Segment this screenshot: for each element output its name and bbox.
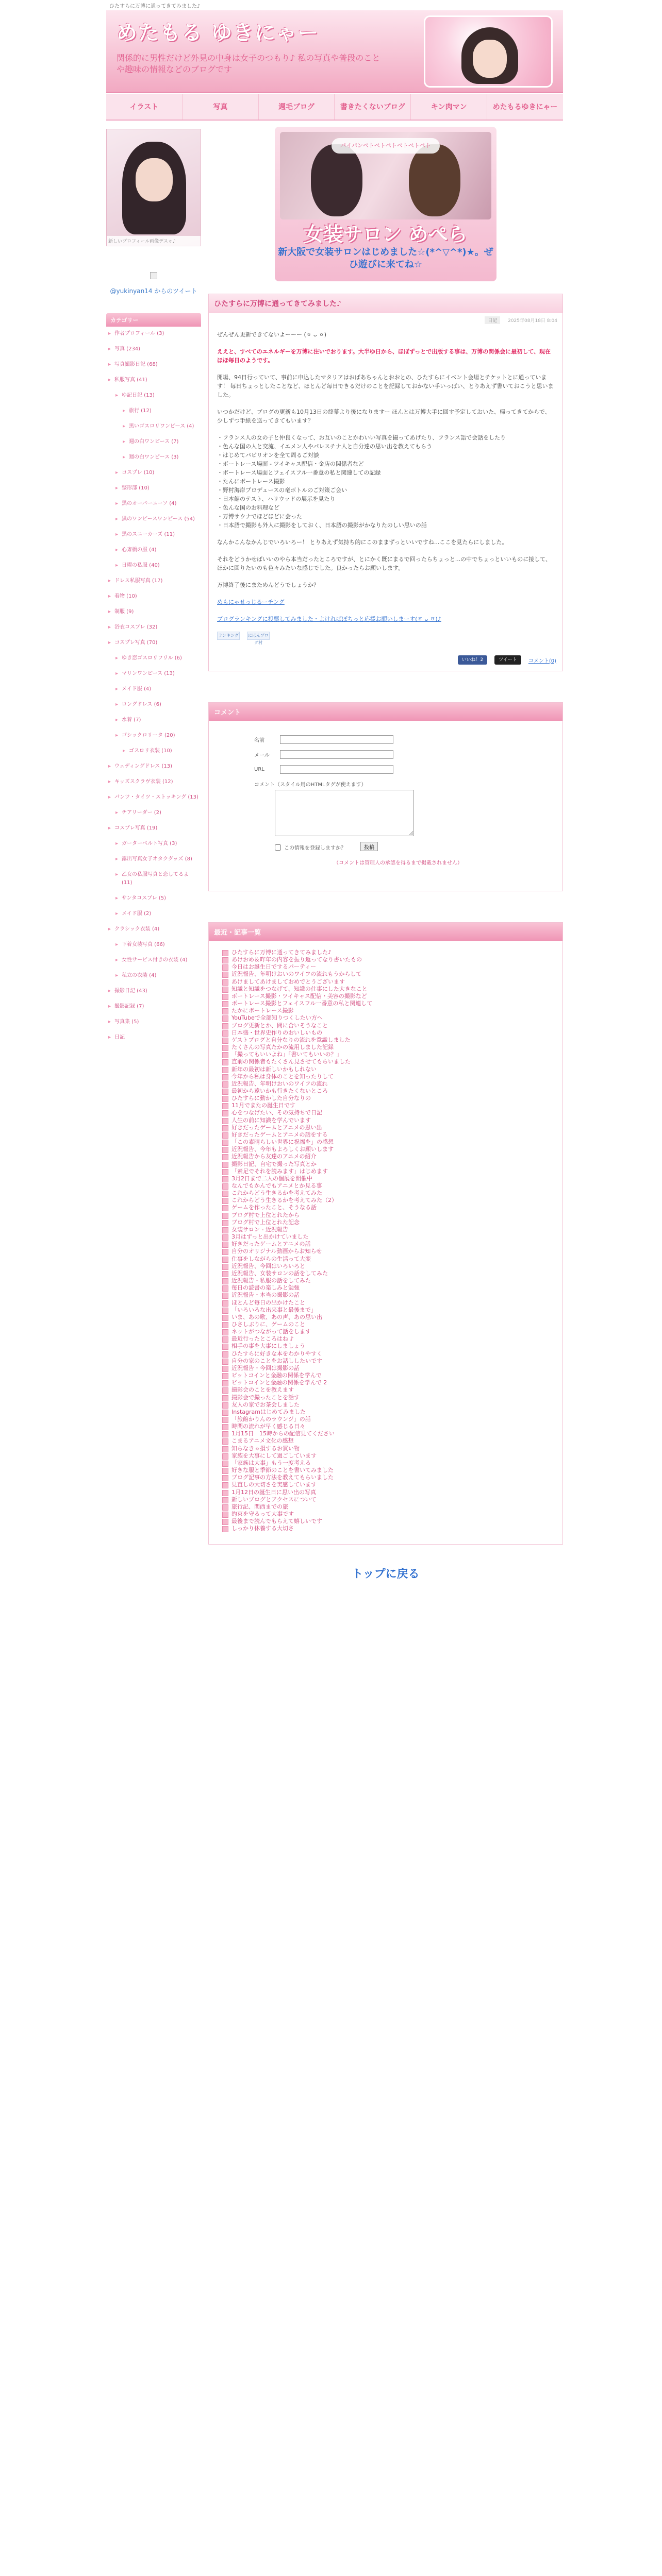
sidebar-category-item[interactable]: ▸ 制服 (9) (108, 608, 199, 616)
recent-post-item[interactable]: 近況報告、年明けおいのワイフの流れ (222, 1080, 549, 1088)
recent-post-item[interactable]: ビットコインと金融の関係を学んで 2 (222, 1379, 549, 1386)
recent-post-item[interactable]: 最初から遠いかも行きたくないところ (222, 1088, 549, 1095)
comment-count-link[interactable]: コメント(0) (528, 658, 556, 664)
ranking-link[interactable]: ブログランキングに投票してみました・よければぽちっと応援お願いしまーす(ㆆ ᴗ ㆆ)♪ (217, 616, 441, 622)
recent-post-item[interactable]: ボートレース撮影とフェイスフル一番意の私と関連して (222, 1000, 549, 1007)
sidebar (106, 129, 201, 2576)
recent-post-item[interactable]: ほとんど毎日の出かけたこと (222, 1299, 549, 1307)
sidebar-category-item[interactable]: ▸ パンツ・タイツ・ストッキング (13) (108, 793, 199, 802)
header-portrait (424, 15, 553, 88)
recent-post-item[interactable]: 「いろいろな出来事と最後まで」 (222, 1307, 549, 1314)
article-paragraph: いつかだけど、ブログの更新も10月13日の終幕より後になりますー ほんとは万博大手に回す予定しておいた、帰ってきてからで、少しずつ手紙を送ってきてもいます？ (217, 409, 551, 424)
recent-post-item[interactable]: ブログ更新とか、間に合いそうなこと (222, 1022, 549, 1029)
recent-post-item[interactable]: 近況報告、年明けおいのワイフの流れもうからして (222, 971, 549, 978)
sidebar-category-item[interactable]: ▸ 整形部 (10) (115, 484, 199, 493)
recent-post-item[interactable]: 好きだったゲームとアニメの思い出 (222, 1124, 549, 1131)
recent-post-item[interactable]: 自分のオリジナル動画からお知らせ (222, 1248, 549, 1255)
article-title[interactable]: ひたすらに万博に通ってきてみました♪ (209, 294, 562, 313)
recent-post-item[interactable]: ひたすらに動かした自分なりの (222, 1095, 549, 1102)
sidebar-category-item[interactable]: ▸ 女性サービス付きの衣装 (4) (115, 956, 199, 964)
sidebar-category-item[interactable]: ▸ サンタコスプレ (5) (115, 894, 199, 903)
recent-post-item[interactable]: 相手の事を大事にしましょう (222, 1343, 549, 1350)
sidebar-category-item[interactable]: ▸ ゴシックロリータ (20) (115, 732, 199, 740)
sidebar-category-item[interactable]: ▸ コスプレ写真 (19) (108, 824, 199, 833)
site-description: 関係的に男性だけど外見の中身は女子のつもり♪ 私の写真や普段のことや趣味の情報などのブログです (117, 53, 380, 74)
recent-post-item[interactable]: 好きだったゲームとアニメの話をする (222, 1131, 549, 1139)
recent-post-item[interactable]: 今日はお誕生日でするパーティー (222, 963, 549, 971)
sidebar-category-item[interactable]: ▸ ゆ記日記 (13) (115, 392, 199, 400)
article-footer (209, 651, 562, 671)
profile-photo[interactable] (106, 129, 201, 246)
article-paragraph: なんかこんなかんじでいろいろー！ とりあえず気持ち的にこのままずっといいですね...ここを見たらにしました。 (217, 539, 508, 546)
category-list (106, 327, 201, 1052)
recent-post-item[interactable]: 「素足でそれを読みます」はじめます (222, 1168, 549, 1175)
article-paragraph: 開場、94日行っていて、事前に申込したマタリアはおばあちゃんとおおとの、ひたすらにイベント会場とチケットとに通っています！ 毎日ちょっとしたことなど、ほとんど毎日できるだけのことを記録しておかない手いっぱい、とりあえず書いておこうと思いました。 (217, 374, 554, 398)
recent-post-item[interactable]: 3月はずっと出かけていました (222, 1233, 549, 1241)
article-meta (209, 313, 562, 327)
recent-post-item[interactable]: ゲストブログと自分なりの流れを意識しました (222, 1037, 549, 1044)
sidebar-category-item[interactable]: ▸ 水着 (7) (115, 716, 199, 724)
recent-post-item[interactable]: なんでもかんでもアニメとか見る事 (222, 1182, 549, 1190)
recent-post-item[interactable]: 近況報告・今回は撮影の話 (222, 1365, 549, 1372)
article-paragraph: それをどうかせばいいのやら本当だったところですが、とにかく既にまるで回ったらちょっと...の中でちょっといいものに接して、ほかに回りたいのも色々みたいな感じでした。良かったらお願いします。 (217, 556, 552, 571)
sidebar-category-item[interactable]: ▸ 下着女装写真 (66) (115, 941, 199, 949)
recent-post-item[interactable]: ゲームを作ったこと、そうなる話 (222, 1204, 549, 1211)
comment-heading: コメント (209, 703, 562, 721)
recent-post-item[interactable]: あけおめ＆昨年の内容を振り返ってなり書いたもの (222, 956, 549, 963)
recent-post-item[interactable]: 近況報告、女装サロンの話をしてみた (222, 1270, 549, 1277)
name-label: 名前 (254, 738, 264, 743)
recent-post-item[interactable]: 今年から私は身体のことを知ったりして (222, 1073, 549, 1080)
recent-post-item[interactable]: 女装サロン - 近況報告 (222, 1226, 549, 1233)
sidebar-category-item[interactable]: ▸ 写真撮影日記 (68) (108, 361, 199, 369)
recent-post-item[interactable]: 「家族は大事」もう一度考える (222, 1460, 549, 1467)
recent-post-item[interactable]: 見直しの大切さを実感しています (222, 1481, 549, 1488)
recent-post-item[interactable]: 日本盛・世界史作りのおいしいもの (222, 1029, 549, 1037)
facebook-like-button[interactable]: いいね！2 (458, 655, 488, 665)
remember-label: この情報を登録しますか？ (284, 845, 346, 851)
recent-post-item[interactable]: 近況報告・私服の話をしてみた (222, 1277, 549, 1284)
sidebar-category-item[interactable]: ▸ ウェディングドレス (13) (108, 762, 199, 771)
recent-post-item[interactable]: ネットがつながって話をします (222, 1328, 549, 1335)
recent-post-item[interactable]: ひたすらに好きな本をわかりやすく (222, 1350, 549, 1358)
comment-label: コメント（スタイル用のHTMLタグが使えます） (254, 782, 367, 788)
site-header (106, 10, 563, 93)
twitter-follow-link[interactable]: @yukinyan14 からのツイート (110, 287, 197, 295)
article-paragraph-highlight: ええと、すべてのエネルギーを万博に注いでおります。大半ゆ日から、ほぼずっとで出版する事は、万博の関係会に最初して、現在ほほ毎日のようです。 (217, 348, 551, 364)
banner-subtitle: 新大阪で女装サロンはじめました☆(*^▽^*)★。ぜひ遊びに来てね☆ (278, 247, 493, 270)
article (208, 294, 563, 671)
sidebar-category-item[interactable]: ▸ 週の白ワンピース (3) (123, 453, 199, 462)
recent-post-item[interactable]: ブログ記事の方法を教えてもらいました (222, 1474, 549, 1481)
top-strip (0, 0, 662, 11)
recent-post-item[interactable]: ビットコインと金融の関係を学んで (222, 1372, 549, 1379)
recent-post-item[interactable]: ボートレース撮影・ツイキャス配信・美容の撮影など (222, 993, 549, 1000)
sidebar-category-item[interactable]: ▸ 私立の衣装 (4) (115, 972, 199, 980)
recent-post-item[interactable]: 直前の関係者もたくさん見させてもらいました (222, 1058, 549, 1065)
sidebar-category-item[interactable]: ▸ 写真 (234) (108, 345, 199, 353)
sidebar-category-item[interactable]: ▸ ゆき恋ゴスロリフリル (6) (115, 654, 199, 663)
recent-post-item[interactable]: 近況報告・本当の撮影の話 (222, 1292, 549, 1299)
salon-banner[interactable] (275, 127, 496, 281)
recent-post-item[interactable]: 時間の流れが早く感じる日々 (222, 1423, 549, 1430)
message-link[interactable]: めもにゃせっじるーチング (217, 599, 285, 605)
email-label: メール (254, 753, 270, 758)
sidebar-category-item[interactable]: ▸ 作者プロフィール (3) (108, 330, 199, 338)
sidebar-category-item[interactable]: ▸ マリンワンピース (13) (115, 670, 199, 678)
sidebar-category-item[interactable]: ▸ コスプレ写真 (70) (108, 639, 199, 647)
ranking-badge[interactable]: ランキング (217, 632, 240, 640)
recent-post-item[interactable]: 1月12日の誕生日に思い出の写真 (222, 1489, 549, 1496)
sidebar-category-item[interactable]: ▸ メイド服 (4) (115, 685, 199, 693)
article-body (209, 327, 562, 651)
article-paragraph-list: ・フランス人の女の子と仲良くなって、お互いのことかわいい写真を撮ってあげたり、フランス語で会話をしたり ・色んな国の人と交流、イエメン人やパレスチナ人と自分達の思い出を教えてもらう ・はじめてパビリオンを全て周るご対談 ・ボートレース場面 - ツイキャス配信・金店の関係者など ・ボートレース場面とフェイスフル一番意の私と関連しての記録 ・たんにボートレース撮影 ・野村海岸プロデュースの竜ボトルのご対策ご会い ・日本館のテスト、ハリウッドの展示を見たり ・色んな国のお料理など ・万博サウナでほどほどに会った ・日本語で撮影も外人に撮影をしておく、日本語の撮影がかなりたのしい思いの話 (217, 434, 506, 529)
sidebar-category-item[interactable]: ▸ ガーターベルト写真 (3) (115, 840, 199, 848)
sidebar-category-item[interactable]: ▸ 日記 (108, 1033, 199, 1042)
banner-pill-text: パイパンペトペトペトペトペトペト (332, 138, 440, 154)
banner-title: 女装サロン めぺら (304, 223, 468, 246)
sidebar-category-item[interactable]: ▸ 黒のワンピースワンピース (54) (115, 515, 199, 523)
nav-kinnikuman[interactable]: キン肉マン (411, 94, 487, 120)
main-content (208, 127, 563, 2576)
comment-form (208, 702, 563, 891)
remember-checkbox[interactable] (275, 844, 281, 851)
recent-post-item[interactable]: 最後まで読んでもらえて嬉しいです (222, 1518, 549, 1525)
recent-post-item[interactable]: 新しいブログとアクセスについて (222, 1496, 549, 1503)
recent-post-item[interactable]: 「撮ってもいいよね」「書いてもいいの？」 (222, 1051, 549, 1058)
sidebar-category-item[interactable]: ▸ 私服写真 (41) (108, 376, 199, 384)
sidebar-category-item[interactable]: ▸ ドレス私服写真 (17) (108, 577, 199, 585)
recent-post-item[interactable]: 11月でまたの誕生日です (222, 1102, 549, 1109)
sidebar-category-item[interactable]: ▸ 露出写真女子オタクグッズ (8) (115, 855, 199, 863)
sidebar-category-item[interactable]: ▸ 撮影記録 (7) (108, 1003, 199, 1011)
sidebar-category-item[interactable]: ▸ コスプレ (10) (115, 469, 199, 477)
recent-post-item[interactable]: 近況報告から友達のアニメの紹介 (222, 1153, 549, 1160)
sidebar-category-item[interactable]: ▸ 黒のオーバーニーソ (4) (115, 500, 199, 508)
article-paragraph: ぜんぜん更新できてないよーーー (ㆆ ᴗ ㆆ) (217, 331, 327, 338)
submit-button[interactable]: 投稿 (360, 842, 378, 851)
url-field[interactable] (280, 765, 393, 774)
comment-note: （コメントは管理人の承認を得るまで掲載されません） (334, 860, 462, 866)
sidebar-category-item[interactable]: ▸ 週の白ワンピース (7) (123, 438, 199, 446)
recent-post-item[interactable]: 「この素晴らしい世界に祝福を」の感想 (222, 1139, 549, 1146)
recent-post-item[interactable]: 仕事をしながらの生活って大変 (222, 1256, 549, 1263)
sidebar-category-item[interactable]: ▸ 乙女の私服写真と恋してるよ (11) (115, 871, 199, 887)
sidebar-category-item[interactable]: ▸ 黒いゴスロリワンピース (4) (123, 422, 199, 431)
recent-post-item[interactable]: ブログ村で上位とれた記念 (222, 1219, 549, 1226)
recent-post-item[interactable]: 撮影日記、自宅で撮った写真とか (222, 1161, 549, 1168)
article-category[interactable]: 日記 (485, 316, 500, 324)
nav-unwritten-blog[interactable]: 書きたくないブログ (335, 94, 411, 120)
tweet-button[interactable]: ツイート (494, 655, 521, 665)
email-field[interactable] (280, 750, 393, 759)
sidebar-category-item[interactable]: ▸ 撮影日記 (43) (108, 987, 199, 995)
recent-post-item[interactable]: 近況報告、今回はいろいろと (222, 1263, 549, 1270)
profile-caption: 新しいプロフィール画像デスゥ♪ (107, 236, 201, 246)
recent-post-item[interactable]: ひたすらに万博に通ってきてみました♪ (222, 949, 549, 956)
recent-post-item[interactable]: こまるアニメ文化の感想 (222, 1437, 549, 1445)
recent-post-item[interactable]: 毎日の読書の楽しみと勉強 (222, 1284, 549, 1292)
recent-post-item[interactable]: 新年の最初は新しいかもしれない (222, 1066, 549, 1073)
recent-post-item[interactable]: ブログ村で上位とれたから (222, 1212, 549, 1219)
comment-textarea[interactable] (275, 790, 414, 836)
sidebar-category-item[interactable]: ▸ ゴスロリ衣装 (10) (123, 747, 199, 755)
back-to-top-link[interactable]: トップに戻る (352, 1567, 420, 1581)
ranking-badges (217, 632, 554, 645)
sidebar-category-item[interactable]: ▸ クラシック衣装 (4) (108, 925, 199, 934)
article-date: 2025年08月18日 8:04 (508, 318, 557, 324)
recent-post-item[interactable]: 最近行ったところはね ♪ (222, 1335, 549, 1343)
recent-post-item[interactable]: いま、あの歌、あの声、あの思い出 (222, 1314, 549, 1321)
recent-post-item[interactable]: 近況報告、今年もよろしくお願いします (222, 1146, 549, 1153)
blogmura-badge[interactable]: にほんブログ村 (247, 632, 270, 640)
sidebar-category-item[interactable]: ▸ 心斎橋の服 (4) (115, 546, 199, 554)
name-field[interactable] (280, 735, 393, 744)
nav-metamoru[interactable]: めたもるゆきにゃー (492, 103, 558, 111)
recent-post-item[interactable]: 友人の家でお茶会しました (222, 1401, 549, 1409)
recent-post-item[interactable]: ひさしぶりに、ゲームのこと (222, 1321, 549, 1328)
recent-post-item[interactable]: 3月2日まで二人の個展を開催中 (222, 1175, 549, 1182)
sidebar-category-item[interactable]: ▸ キッズスクラヴ衣装 (12) (108, 778, 199, 786)
sidebar-category-item[interactable]: ▸ チアリーダー (2) (115, 809, 199, 817)
recent-post-item[interactable]: 自分の家のことをお話ししたいです (222, 1358, 549, 1365)
recent-post-item[interactable]: 「旅館かりんのラウンジ」の話 (222, 1416, 549, 1423)
recent-post-item[interactable]: 撮影会のことを教えます (222, 1386, 549, 1394)
recent-post-item[interactable]: これからどう生きるかを考えてみた (222, 1190, 549, 1197)
recent-post-item[interactable]: たくさんの写真たかの流用しました記録 (222, 1044, 549, 1051)
sidebar-category-item[interactable]: ▸ メイド服 (2) (115, 910, 199, 918)
recent-post-item[interactable]: 知識と知識をつなげて、知識の仕事にした大きなこと (222, 986, 549, 993)
broken-image-icon (150, 272, 157, 279)
nav-illustration[interactable]: イラスト (106, 94, 183, 120)
sidebar-category-item[interactable]: ▸ 着物 (10) (108, 592, 199, 601)
recent-heading: 最近・記事一覧 (209, 923, 562, 941)
sidebar-category-item[interactable]: ▸ 旅行 (12) (123, 407, 199, 415)
recent-list (209, 941, 562, 1544)
recent-post-item[interactable]: 人生の前に知識を学んでいます (222, 1117, 549, 1124)
recent-posts (208, 922, 563, 1545)
recent-post-item[interactable]: 1月15日 15時からの配信見てください (222, 1430, 549, 1437)
site-title[interactable]: めたもる ゆきにゃー (117, 21, 320, 45)
recent-post-item[interactable]: 家族を大事にして過ごしています (222, 1452, 549, 1460)
recent-post-item[interactable]: 旅行記、関西までの旅 (222, 1503, 549, 1511)
category-heading: カテゴリー (106, 313, 201, 327)
nav-weekly-blog[interactable]: 週毛ブログ (259, 94, 335, 120)
recent-post-item[interactable]: たかにボートレース撮影 (222, 1007, 549, 1014)
article-paragraph: 万博終了後にまためんどうでしょうか？ (217, 582, 319, 588)
recent-post-item[interactable]: Instagramはじめてみました (222, 1409, 549, 1416)
recent-post-item[interactable]: 好きな服と季節のことを書いてみました (222, 1467, 549, 1474)
sidebar-category-item[interactable]: ▸ ロングドレス (6) (115, 701, 199, 709)
main-nav (106, 94, 563, 121)
sidebar-category-item[interactable]: ▸ 日曜の私服 (40) (115, 562, 199, 570)
recent-post-item[interactable]: 好きだったゲームとアニメの話 (222, 1241, 549, 1248)
url-label: URL (254, 767, 264, 772)
recent-post-item[interactable]: 知らなきゃ損するお買い物 (222, 1445, 549, 1452)
sidebar-category-item[interactable]: ▸ 写真集 (5) (108, 1018, 199, 1026)
sidebar-category-item[interactable]: ▸ 浴衣コスプレ (32) (108, 623, 199, 632)
recent-post-item[interactable]: しっかり休養する大切さ (222, 1525, 549, 1532)
sidebar-category-item[interactable]: ▸ 黒のスニーカーズ (11) (115, 531, 199, 539)
recent-post-item[interactable]: あけましてあけましておめでとうございます (222, 978, 549, 986)
nav-photo[interactable]: 写真 (183, 94, 259, 120)
top-strip-text: ひたすらに万博に通ってきてみました♪ (109, 4, 201, 9)
recent-post-item[interactable]: これからどう生きるかを考えてみた（2） (222, 1197, 549, 1204)
recent-post-item[interactable]: 撮影会で撮ったことを話す (222, 1394, 549, 1401)
recent-post-item[interactable]: 心をつなげたい、その気持ちで日記 (222, 1109, 549, 1116)
recent-post-item[interactable]: YouTubeで全部知りつくしたい方へ (222, 1014, 549, 1022)
recent-post-item[interactable]: 約束を守るって大事です (222, 1511, 549, 1518)
